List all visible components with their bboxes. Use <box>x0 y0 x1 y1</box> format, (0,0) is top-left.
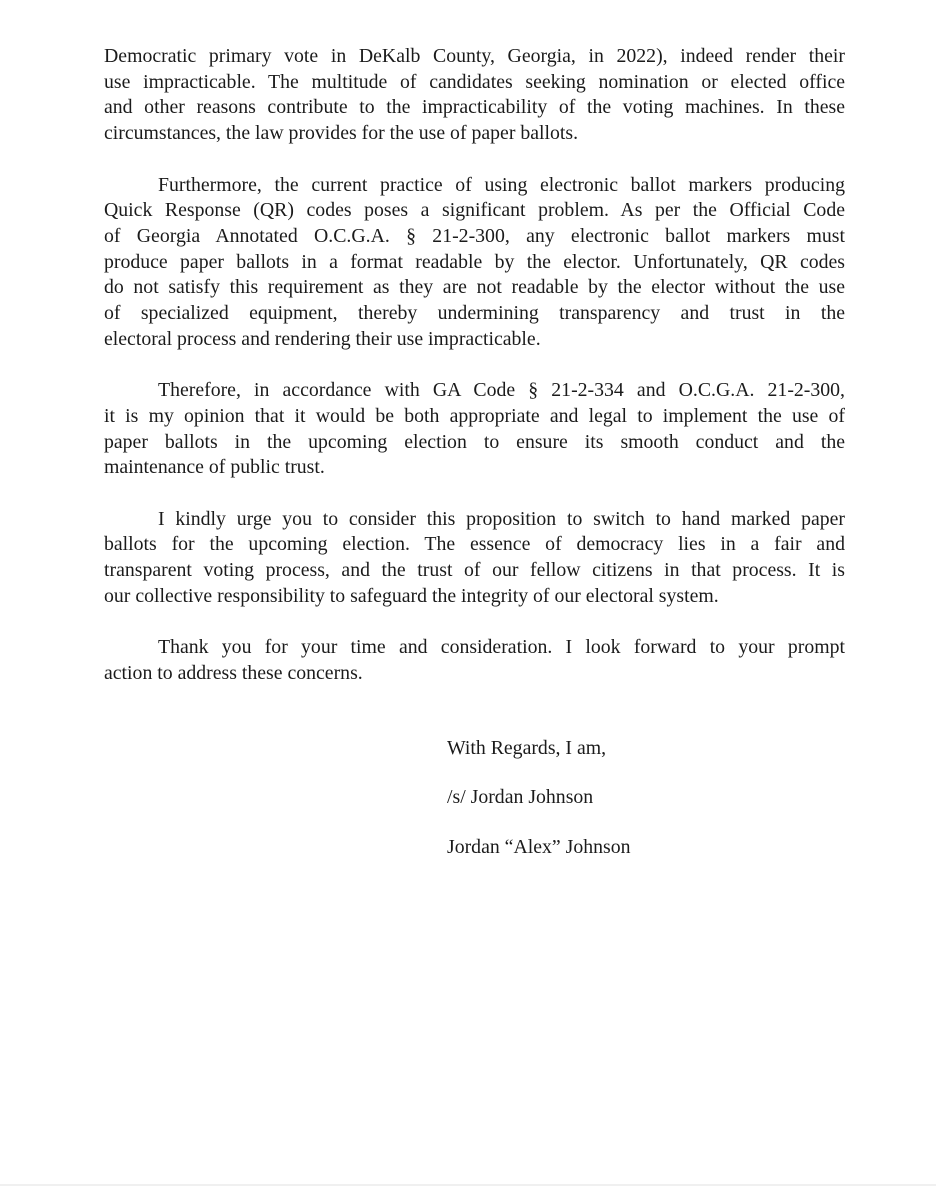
letter-line: use impracticable. The multitude of candidates seeking nomination or elected office <box>104 70 845 93</box>
paragraph <box>104 173 845 353</box>
letter-line: and other reasons contribute to the impracticability of the voting machines. In these <box>104 96 845 119</box>
paragraph <box>104 378 845 481</box>
letter-line: circumstances, the law provides for the use of paper ballots. <box>104 122 579 145</box>
letter-line: of specialized equipment, thereby undermining transparency and trust in the <box>104 302 845 325</box>
letter-line: Thank you for your time and consideration. I look forward to your prompt <box>158 636 845 659</box>
closing-block <box>447 736 631 860</box>
letter-line: produce paper ballots in a format readable by the elector. Unfortunately, QR codes <box>104 250 845 273</box>
letter-line: Quick Response (QR) codes poses a significant problem. As per the Official Code <box>104 199 845 222</box>
letter-line: Therefore, in accordance with GA Code § 21-2-334 and O.C.G.A. 21-2-300, <box>158 379 845 402</box>
letter-line: Democratic primary vote in DeKalb County, Georgia, in 2022), indeed render their <box>104 45 845 67</box>
paragraph <box>104 635 845 686</box>
letter-line: I kindly urge you to consider this proposition to switch to hand marked paper <box>158 507 845 530</box>
closing-line: Jordan “Alex” Johnson <box>447 835 631 858</box>
paragraph <box>104 507 845 610</box>
paragraph <box>104 44 845 147</box>
letter-line: do not satisfy this requirement as they are not readable by the elector without the use <box>104 276 845 299</box>
letter-line: Furthermore, the current practice of using electronic ballot markers producing <box>158 173 845 196</box>
letter-line: transparent voting process, and the trust of our fellow citizens in that process. It is <box>104 559 845 582</box>
letter-line: our collective responsibility to safeguard the integrity of our electoral system. <box>104 584 719 607</box>
letter-line: electoral process and rendering their use impracticable. <box>104 327 541 350</box>
letter-line: it is my opinion that it would be both appropriate and legal to implement the use of <box>104 404 845 427</box>
letter-line: action to address these concerns. <box>104 661 363 684</box>
letter-line: ballots for the upcoming election. The essence of democracy lies in a fair and <box>104 533 845 556</box>
letter-line: paper ballots in the upcoming election to ensure its smooth conduct and the <box>104 430 845 453</box>
closing-line: With Regards, I am, <box>447 737 607 759</box>
letter-line: of Georgia Annotated O.C.G.A. § 21-2-300, any electronic ballot markers must <box>104 224 845 247</box>
closing-line: /s/ Jordan Johnson <box>447 786 594 809</box>
letter-line: maintenance of public trust. <box>104 456 325 479</box>
letter-body <box>104 44 845 687</box>
